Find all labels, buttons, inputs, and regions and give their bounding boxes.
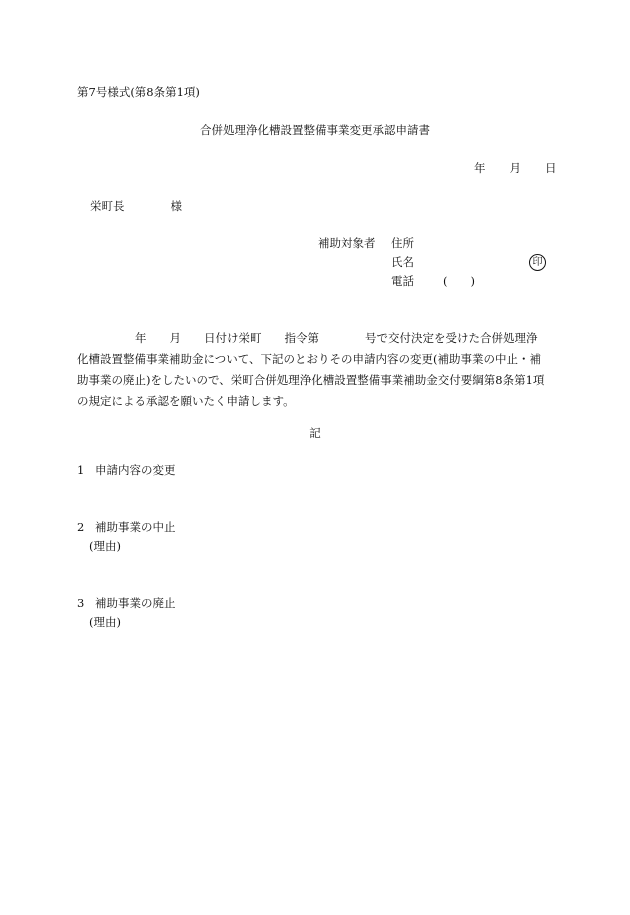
item-number: 1	[77, 463, 85, 477]
seal-mark: 印	[529, 254, 546, 271]
addressee-honorific: 様	[170, 199, 182, 213]
date-day: 日	[545, 161, 557, 175]
item-number: 2	[77, 520, 85, 534]
item-label: 補助事業の中止	[95, 520, 176, 534]
item-number: 3	[77, 596, 85, 610]
body-line: 年 月 日付け栄町 指令第 号で交付決定を受けた合併処理浄	[135, 331, 538, 345]
list-item	[77, 462, 176, 478]
item-label: 補助事業の廃止	[95, 596, 176, 610]
body-paragraph	[77, 328, 557, 412]
addressee-name: 栄町長	[90, 199, 125, 213]
document-title: 合併処理浄化槽設置整備事業変更承認申請書	[200, 123, 430, 137]
date-month: 月	[509, 161, 521, 175]
address-label: 住所	[391, 236, 414, 250]
phone-parens: ( )	[443, 274, 475, 288]
list-item	[77, 519, 176, 535]
body-line: 化槽設置整備事業補助金について、下記のとおりその申請内容の変更(補助事業の中止・補	[77, 352, 542, 366]
item-label: 申請内容の変更	[95, 463, 176, 477]
applicant-label: 補助対象者	[318, 236, 376, 250]
phone-line	[391, 273, 475, 289]
body-line: 助事業の廃止)をしたいので、栄町合併処理浄化槽設置整備事業補助金交付要綱第8条第1項	[77, 373, 545, 387]
ki-heading: 記	[309, 426, 321, 440]
phone-label: 電話	[391, 274, 414, 288]
form-number: 第7号様式(第8条第1項)	[77, 85, 200, 99]
date-year: 年	[474, 161, 486, 175]
body-line: の規定による承認を願いたく申請します。	[77, 394, 295, 408]
item-reason: (理由)	[89, 615, 121, 629]
list-item	[77, 595, 176, 611]
addressee	[90, 198, 182, 214]
name-label: 氏名	[391, 255, 414, 269]
item-reason: (理由)	[89, 539, 121, 553]
date-line	[474, 160, 557, 176]
